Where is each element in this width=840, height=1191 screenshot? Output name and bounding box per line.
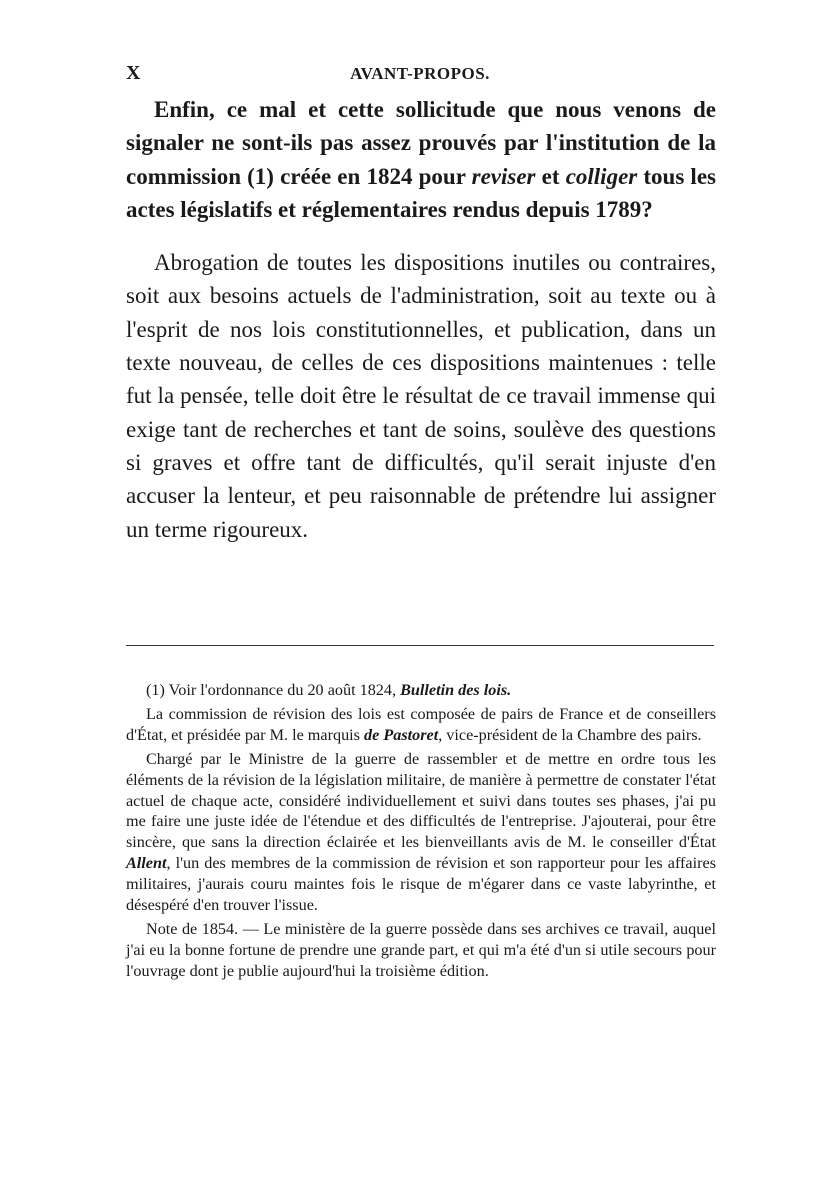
paragraph-2: Abrogation de toutes les dispositions inutiles ou contraires, soit aux besoins actuels de l'administration, soit au texte ou à l'esprit de nos lois constitutionnelles, et publication, dans un texte nouveau, de celles de ces dispositions maintenues : telle fut la pensée, telle doit être le résultat de ce travail immense qui exige tant de recherches et tant de soins, soulève des questions si graves et offre tant de difficultés, qu'il serait injuste d'en accuser la lenteur, et peu raisonnable de prétendre lui assigner un terme rigoureux.: [126, 250, 716, 542]
footnote-2: [126, 704, 716, 746]
paragraph-1-part-3: tous les actes législatifs et réglementaires rendus depuis 1789?: [126, 163, 716, 222]
reviser-italic: reviser: [471, 163, 536, 189]
running-title: AVANT-PROPOS.: [350, 64, 490, 83]
bulletin-des-lois-italic: Bulletin des lois.: [400, 681, 512, 699]
paragraph-1-part-2: et: [535, 163, 566, 189]
footnote-3-part-1: Chargé par le Ministre de la guerre de rassembler et de mettre en ordre tous les éléments de la révision de la législation militaire, de manière à permettre de constater l'état actuel de chaque acte, considéré individuellement et suivi dans toutes ses phases, j'ai pu me faire une juste idée de l'étendue et des difficultés de l'entreprise. J'ajouterai, pour être sincère, que sans la direction éclairée et les bienveillants avis de M. le conseiller d'État: [126, 749, 716, 852]
colliger-italic: colliger: [565, 163, 638, 189]
footnote-3: [126, 749, 716, 916]
paragraph-1-part-1: Enfin, ce mal et cette sollicitude que nous venons de signaler ne sont-ils pas assez prouvés par l'institution de la commission (1) créée en 1824 pour: [126, 97, 716, 189]
pastoret-italic: de Pastoret: [364, 725, 439, 744]
footnotes: [126, 680, 716, 982]
footnote-3-part-2: , l'un des membres de la commission de révision et son rapporteur pour les affaires militaires, j'aurais couru maintes fois le risque de m'égarer dans ce vaste labyrinthe, et désespéré d'en trouver l'issue.: [126, 854, 716, 915]
footnote-2-part-1: La commission de révision des lois est composée de pairs de France et de conseillers d'État, et présidée par M. le marquis: [126, 704, 716, 744]
footnote-1: [126, 680, 716, 701]
page-header: [126, 62, 714, 88]
page-number: X: [126, 62, 141, 84]
allent-italic: Allent: [126, 854, 167, 873]
footnote-2-part-2: , vice-président de la Chambre des pairs.: [438, 725, 702, 744]
footnote-4: Note de 1854. — Le ministère de la guerre possède dans ses archives ce travail, auquel j'ai eu la bonne fortune de prendre une grande part, et qui m'a été d'un si utile secours pour l'ouvrage dont je publie aujourd'hui la troisième édition.: [126, 919, 716, 980]
paragraph-1: [126, 93, 716, 226]
footnote-1-text: (1) Voir l'ordonnance du 20 août 1824,: [146, 681, 401, 699]
footnote-divider: [126, 645, 714, 646]
main-text: [126, 93, 716, 546]
